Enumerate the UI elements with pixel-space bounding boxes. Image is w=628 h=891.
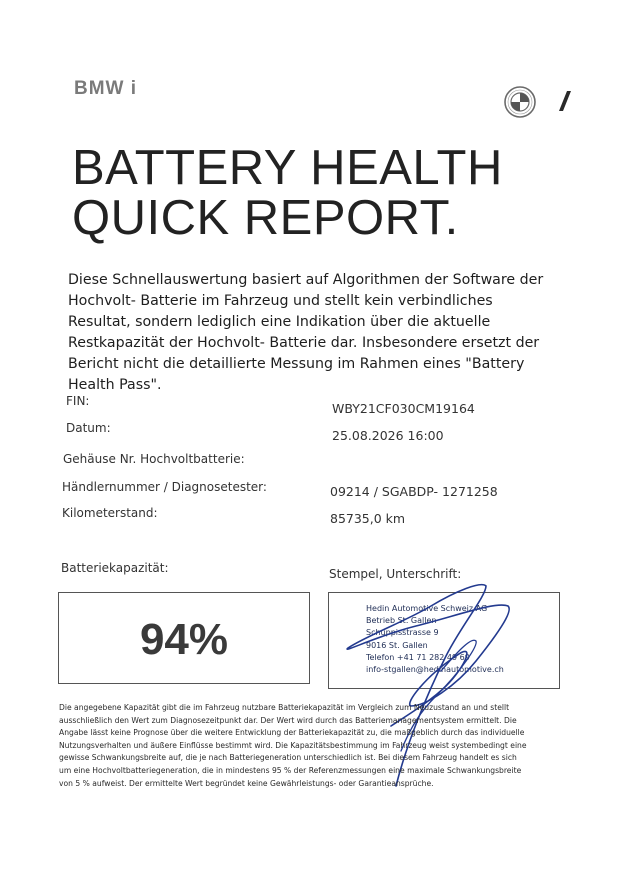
capacity-value: 94% <box>139 615 229 664</box>
field-value-kilometer: 85735,0 km <box>330 511 406 526</box>
field-value-datum: 25.08.2026 16:00 <box>332 428 444 443</box>
stamp-line: Telefon +41 71 282 49 69 <box>366 652 470 662</box>
title-line-2: QUICK REPORT. <box>72 191 459 245</box>
field-value-fin: WBY21CF030CM19164 <box>332 401 475 416</box>
field-label-haendler: Händlernummer / Diagnosetester: <box>62 480 267 494</box>
bmw-i-slash-icon <box>558 90 572 112</box>
field-label-datum: Datum: <box>66 421 111 435</box>
footnote-line: Die angegebene Kapazität gibt die im Fahrzeug nutzbare Batteriekapazität im Vergleich zum Neuzustand an und stellt <box>59 703 510 712</box>
capacity-box <box>58 592 310 684</box>
bmw-roundel-icon <box>501 86 539 118</box>
stamp-line: Schuppisstrasse 9 <box>366 628 439 638</box>
field-label-kilometer: Kilometerstand: <box>62 506 158 520</box>
disclaimer-footnote <box>59 702 559 790</box>
title-line-1: BATTERY HEALTH <box>72 141 503 195</box>
stamp-line: Betrieb St. Gallen <box>366 616 437 626</box>
stamp-line: info-stgallen@hedinautomotive.ch <box>366 665 504 675</box>
footnote-line: Angabe lässt keine Prognose über die weitere Entwicklung der Batteriekapazität zu, die maßgeblich durch das individuelle <box>59 728 525 738</box>
capacity-label: Batteriekapazität: <box>61 561 169 575</box>
stamp-line: 9016 St. Gallen <box>366 640 428 650</box>
page-title <box>72 143 503 243</box>
stamp-line: Hedin Automotive Schweiz AG <box>366 604 488 613</box>
stamp-label: Stempel, Unterschrift: <box>329 567 462 581</box>
footnote-line: ausschließlich den Wert zum Diagnosezeitpunkt dar. Der Wert wird durch das Batteriemanagementsystem ermittelt. Die <box>59 715 517 725</box>
footnote-line: um eine Hochvoltbatteriegeneration, die in mindestens 95 % der Referenzmessungen eine maximale Schwankungsbreite <box>59 765 522 775</box>
field-value-haendler: 09214 / SGABDP- 1271258 <box>330 484 498 499</box>
brand-logo-text: BMW i <box>74 78 138 99</box>
field-label-fin: FIN: <box>66 394 90 408</box>
footnote-line: gewisse Schwankungsbreite auf, die je nach Batteriegeneration unterschiedlich ist. Bei diesem Fahrzeug handelt es sich <box>59 753 517 763</box>
intro-paragraph: Diese Schnellauswertung basiert auf Algorithmen der Software der Hochvolt- Batterie im Fahrzeug und stellt kein verbindliches Resultat, sondern lediglich eine Indikation über die aktuelle Restkapazität der Hochvolt- Batterie dar. Insbesondere ersetzt der Bericht nicht die detaillierte Messung im Rahmen eines "Battery Health Pass". <box>68 272 544 393</box>
footnote-line: von 5 % aufweist. Der ermittelte Wert begründet keine Gewährleistungs- oder Garantieansprüche. <box>59 778 434 788</box>
footnote-line: Nutzungsverhalten und äußere Einflüsse bestimmt wird. Die Kapazitätsbestimmung im Fahrzeug weist systembedingt eine <box>59 740 527 750</box>
field-label-gehaeuse: Gehäuse Nr. Hochvoltbatterie: <box>63 452 245 466</box>
